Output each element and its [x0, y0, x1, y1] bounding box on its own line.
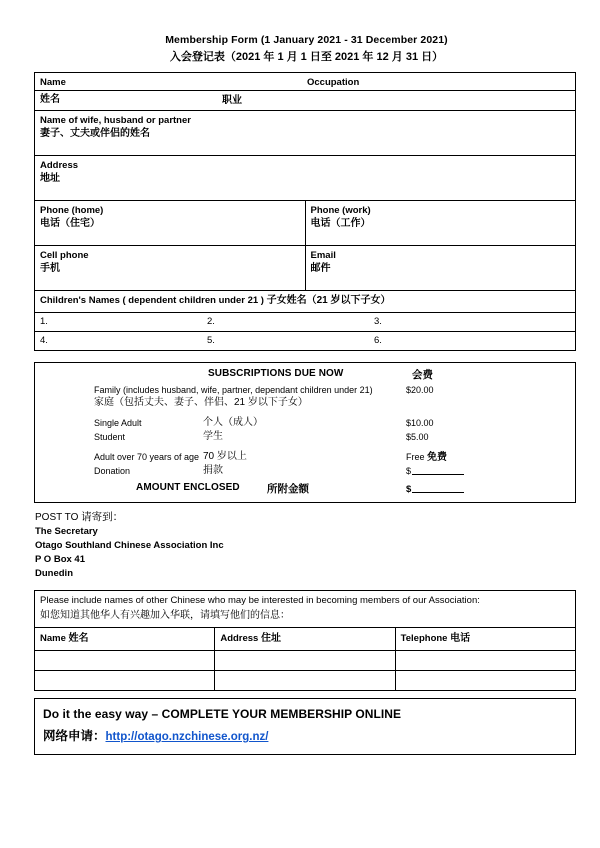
postal-address-block — [34, 510, 579, 581]
fee-label-family-chinese: 家庭（包括丈夫、妻子、伴侣、21 岁以下子女） — [94, 397, 308, 408]
fee-label-donation-english: Donation — [94, 466, 131, 476]
referral-col-telephone — [395, 628, 575, 651]
referral-header-address-english: Address — [220, 633, 261, 644]
online-cta-english: Do it the easy way – COMPLETE YOUR MEMBERSHIP ONLINE — [43, 707, 402, 721]
child-slot-6[interactable]: 6. — [374, 335, 382, 346]
child-slot-2[interactable]: 2. — [207, 316, 215, 327]
referral-col-name — [35, 628, 215, 651]
referral-header-row — [35, 628, 576, 651]
post-address-line-2: Otago Southland Chinese Association Inc — [35, 540, 224, 551]
child-slot-3[interactable]: 3. — [374, 316, 382, 327]
page-title-chinese: 入会登记表（2021 年 1 月 1 日至 2021 年 12 月 31 日） — [169, 51, 444, 63]
table-row-address[interactable] — [35, 156, 576, 201]
table-row-name-input[interactable] — [35, 91, 576, 111]
post-to-label-chinese: 请寄到： — [81, 511, 124, 523]
label-children-english: Children's Names ( dependent children under 21 ) — [40, 295, 264, 306]
referral-intro-english: Please include names of other Chinese who may be interested in becoming members of our Association: — [40, 595, 480, 606]
label-phone-home-english: Phone (home) — [40, 205, 104, 216]
amount-enclosed-row[interactable] — [35, 482, 575, 497]
fee-amount-senior-english: Free — [406, 452, 428, 462]
referral-cell-telephone-1[interactable] — [395, 651, 575, 671]
fee-label-single-adult-chinese: 个人（成人） — [203, 417, 263, 428]
amount-enclosed-label-english: AMOUNT ENCLOSED — [136, 482, 240, 493]
fee-label-family-english: Family (includes husband, wife, partner, dependant children under 21) — [94, 385, 373, 395]
label-phone-home-chinese: 电话（住宅） — [40, 218, 100, 229]
fee-amount-donation-field[interactable] — [406, 465, 464, 477]
child-slot-5[interactable]: 5. — [207, 335, 215, 346]
cell-phone-work[interactable] — [305, 201, 576, 246]
referral-header-address-chinese: 住址 — [260, 633, 281, 644]
label-phone-work-english: Phone (work) — [310, 205, 371, 216]
page-title-english: Membership Form (1 January 2021 - 31 December 2021) — [165, 34, 448, 46]
label-email-chinese: 邮件 — [310, 263, 331, 274]
fee-amount-senior-chinese: 免费 — [427, 452, 448, 463]
form-sheet — [34, 0, 579, 755]
label-phone-work-chinese: 电话（工作） — [310, 218, 371, 229]
label-name-chinese: 姓名 — [40, 94, 60, 105]
referral-header-name-chinese: 姓名 — [68, 633, 89, 644]
cell-email[interactable] — [305, 246, 576, 291]
referral-intro-row — [35, 591, 576, 628]
label-name-english: Name — [40, 77, 66, 88]
label-partner-chinese: 妻子、丈夫或伴侣的姓名 — [40, 128, 150, 139]
table-row-partner-name[interactable] — [35, 111, 576, 156]
fee-amount-senior — [406, 451, 447, 464]
fee-row-donation[interactable] — [35, 465, 575, 479]
subscriptions-heading — [35, 368, 575, 382]
amount-enclosed-field[interactable] — [406, 482, 464, 495]
currency-symbol-donation: $ — [406, 466, 412, 476]
fee-row-student — [35, 431, 575, 445]
fee-label-student-english: Student — [94, 432, 126, 442]
fee-amount-single-adult: $10.00 — [406, 418, 434, 428]
label-address-english: Address — [40, 160, 79, 171]
fee-label-donation-chinese: 捐款 — [203, 465, 223, 476]
referral-cell-name-2[interactable] — [35, 671, 215, 691]
fee-label-senior-chinese: 70 岁以上 — [203, 451, 247, 462]
form-title-block — [34, 0, 579, 66]
referral-header-name-english: Name — [40, 633, 69, 644]
fee-label-single-adult-english: Single Adult — [94, 418, 142, 428]
referral-cell-address-2[interactable] — [215, 671, 395, 691]
currency-symbol-total: $ — [406, 484, 412, 495]
label-children-chinese: 子女姓名（21 岁以下子女） — [266, 295, 391, 306]
referral-header-telephone-chinese: 电话 — [450, 633, 471, 644]
label-occupation-chinese: 职业 — [222, 95, 242, 106]
membership-website-link[interactable]: http://otago.nzchinese.org.nz/ — [105, 731, 269, 743]
label-partner-english: Name of wife, husband or partner — [40, 115, 191, 126]
online-membership-box — [34, 698, 576, 755]
fee-row-senior — [35, 451, 575, 465]
label-cellphone-chinese: 手机 — [40, 263, 60, 274]
referral-cell-address-1[interactable] — [215, 651, 395, 671]
referral-table — [34, 590, 576, 691]
label-address-chinese: 地址 — [40, 173, 60, 184]
donation-write-in-line[interactable] — [412, 465, 464, 475]
personal-details-table — [34, 72, 576, 351]
amount-enclosed-label-chinese: 所附金额 — [267, 483, 309, 495]
fee-row-single-adult — [35, 417, 575, 431]
referral-cell-telephone-2[interactable] — [395, 671, 575, 691]
subscriptions-heading-chinese: 会费 — [412, 369, 433, 381]
cell-phone-home[interactable] — [35, 201, 306, 246]
child-slot-1[interactable]: 1. — [40, 316, 48, 327]
referral-col-address — [215, 628, 395, 651]
table-row-name-header — [35, 73, 576, 91]
fee-amount-family: $20.00 — [406, 385, 434, 395]
cell-cellphone[interactable] — [35, 246, 306, 291]
label-occupation-english: Occupation — [307, 77, 360, 88]
child-slot-4[interactable]: 4. — [40, 335, 48, 346]
post-address-line-4: Dunedin — [35, 568, 73, 579]
fee-label-senior-english: Adult over 70 years of age — [94, 452, 200, 462]
table-row-children-1[interactable] — [35, 313, 576, 332]
table-row-phones[interactable] — [35, 201, 576, 246]
referral-header-telephone-english: Telephone — [400, 633, 451, 644]
table-row[interactable] — [35, 671, 576, 691]
fee-amount-student: $5.00 — [406, 432, 429, 442]
label-email-english: Email — [310, 250, 336, 261]
post-to-label-english: POST TO — [35, 512, 82, 523]
referral-intro-chinese: 如您知道其他华人有兴趣加入华联，请填写他们的信息： — [40, 610, 290, 621]
referral-cell-name-1[interactable] — [35, 651, 215, 671]
post-address-line-3: P O Box 41 — [35, 554, 85, 565]
fee-label-student-chinese: 学生 — [203, 431, 223, 442]
table-row[interactable] — [35, 651, 576, 671]
online-cta-chinese-label: 网络申请： — [43, 729, 106, 743]
table-row-cell-email[interactable] — [35, 246, 576, 291]
post-to-heading — [35, 510, 579, 525]
fee-row-family-chinese — [35, 397, 575, 411]
label-cellphone-english: Cell phone — [40, 250, 89, 261]
table-row-children-2[interactable] — [35, 332, 576, 351]
online-cta-chinese-row — [43, 726, 567, 747]
subscriptions-box — [34, 362, 576, 503]
subscriptions-heading-english: SUBSCRIPTIONS DUE NOW — [208, 368, 344, 379]
post-address-line-1: The Secretary — [35, 526, 98, 537]
amount-enclosed-write-in-line[interactable] — [412, 482, 464, 493]
table-row-children-header — [35, 291, 576, 313]
